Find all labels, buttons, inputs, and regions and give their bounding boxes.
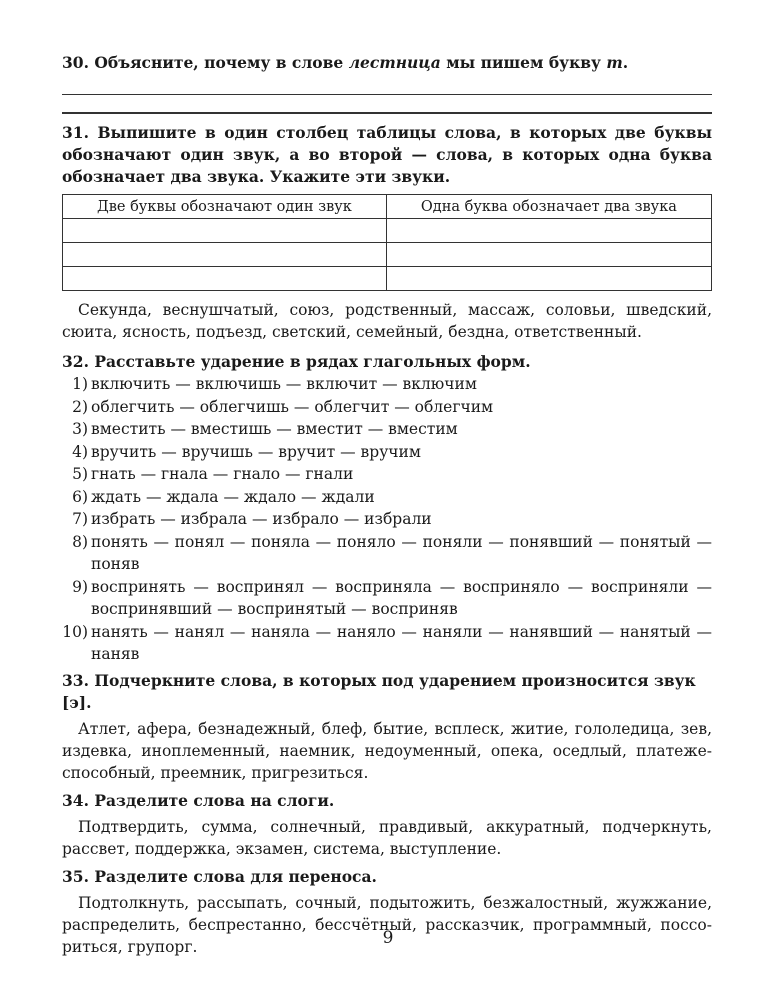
- list-item-number: 6): [72, 487, 88, 506]
- section-divider: [62, 112, 712, 114]
- table-row: [63, 267, 712, 291]
- list-item: [62, 486, 712, 509]
- q31-heading: 31. Выпишите в один столбец таблицы слова, в которых две буквы обозначают один звук, а во второй — слова, в которых одна буква обозначает два звука. Укажите эти звуки.: [62, 123, 712, 186]
- list-item-number: 1): [72, 375, 88, 393]
- q34-heading: 34. Разделите слова на слоги.: [62, 790, 335, 810]
- q32-list: [62, 373, 712, 666]
- list-item-number: 8): [72, 532, 88, 551]
- list-item-number: 9): [72, 577, 88, 596]
- list-item: [62, 396, 712, 419]
- page-content: [62, 52, 712, 958]
- list-item-text: понять — понял — поняла — поняло — поняли — понявший — понятый — поняв: [91, 532, 712, 573]
- list-item-number: 3): [72, 420, 88, 438]
- list-item-text: избрать — избрала — избрало — избрали: [91, 510, 432, 528]
- table-cell[interactable]: [386, 267, 711, 291]
- page-number: 9: [382, 928, 394, 948]
- list-item-text: облегчить — облегчишь — облегчит — облегчим: [91, 397, 494, 416]
- q30-word: лестница: [348, 53, 441, 72]
- q30-heading: [62, 52, 712, 74]
- list-item-number: 4): [72, 442, 88, 461]
- list-item-text: гнать — гнала — гнало — гнали: [91, 465, 354, 483]
- list-item: [62, 463, 712, 486]
- q30-text-pre: Объясните, почему в слове: [94, 53, 344, 72]
- table-cell[interactable]: [386, 243, 711, 267]
- list-item: [62, 531, 712, 576]
- table-cell[interactable]: [63, 219, 387, 243]
- q32-heading: 32. Расставьте ударение в рядах глагольных форм.: [62, 352, 531, 371]
- list-item-number: 5): [72, 465, 88, 483]
- q31-words: Секунда, веснушчатый, союз, родственный, массаж, соловьи, шведский, сюита, ясность, подъезд, светский, семейный, бездна, ответственный.: [62, 301, 712, 341]
- q35-heading: 35. Разделите слова для переноса.: [62, 866, 377, 886]
- list-item-text: включить — включишь — включит — включим: [91, 375, 477, 393]
- list-item-text: вручить — вручишь — вручит — вручим: [91, 442, 421, 461]
- q30-number: 30.: [62, 53, 89, 72]
- list-item: [62, 441, 712, 464]
- list-item-text: нанять — нанял — наняла — наняло — наняли — нанявший — нанятый — наняв: [91, 622, 712, 663]
- table-header-row: [63, 195, 712, 219]
- list-item: [62, 576, 712, 621]
- list-item-number: 10): [62, 622, 88, 641]
- q34-words: Подтвердить, сумма, солнечный, правдивый, аккуратный, подчеркнуть, рассвет, поддержка, экзамен, система, выступление.: [62, 817, 712, 858]
- answer-line[interactable]: [62, 94, 712, 95]
- q35-words: Подтолкнуть, рассыпать, сочный, подытожить, безжалостный, жужжание, распределить, беспрестанно, бессчётный, рассказчик, программный, поссо-риться, групорг.: [62, 893, 712, 956]
- list-item: [62, 621, 712, 666]
- list-item-text: ждать — ждала — ждало — ждали: [91, 487, 375, 506]
- list-item: [62, 508, 712, 531]
- q31-table: [62, 194, 712, 291]
- table-cell[interactable]: [386, 219, 711, 243]
- q30-text-post: мы пишем букву: [446, 53, 601, 72]
- q33-heading: 33. Подчеркните слова, в которых под ударением произносится звук [э].: [62, 670, 696, 712]
- table-cell[interactable]: [63, 267, 387, 291]
- q30-end: .: [622, 53, 629, 72]
- q33-words: Атлет, афера, безнадежный, блеф, бытие, всплеск, житие, гололедица, зев, издевка, иноплеменный, наемник, недоуменный, опека, оседлый, платеже-способный, преемник, пригрезиться.: [62, 719, 712, 782]
- q30-letter: т: [606, 53, 623, 72]
- table-header-col1: Две буквы обозначают один звук: [63, 195, 387, 219]
- table-cell[interactable]: [63, 243, 387, 267]
- list-item-text: вместить — вместишь — вместит — вместим: [91, 420, 458, 438]
- list-item: [62, 373, 712, 396]
- list-item-text: воспринять — воспринял — восприняла — восприняло — восприняли — воспринявший — воспринятый — восприняв: [91, 577, 712, 618]
- list-item-number: 2): [72, 397, 88, 416]
- table-header-col2: Одна буква обозначает два звука: [386, 195, 711, 219]
- table-row: [63, 243, 712, 267]
- list-item: [62, 418, 712, 441]
- table-row: [63, 219, 712, 243]
- list-item-number: 7): [72, 510, 88, 528]
